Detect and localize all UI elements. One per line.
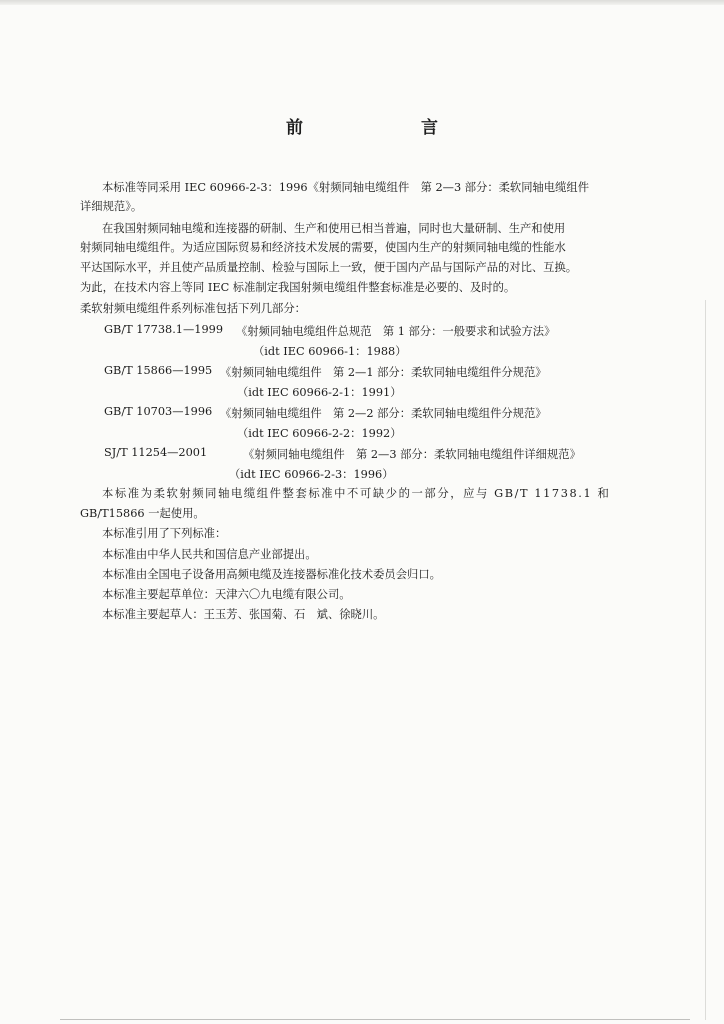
standard-code: GB/T 17738.1—1999 bbox=[104, 323, 224, 336]
closing-line: 本标准主要起草单位：天津六〇九电缆有限公司。 bbox=[102, 588, 351, 601]
para2-line4: 为此，在技术内容上等同 IEC 标准制定我国射频电缆组件整套标准是必要的、及时的。 bbox=[80, 281, 516, 294]
standard-title: 《射频同轴电缆组件 第 2—2 部分：柔软同轴电缆组件分规范》 bbox=[220, 407, 547, 420]
para2-line2: 射频同轴电缆组件。为适应国际贸易和经济技术发展的需要，使国内生产的射频同轴电缆的性能水 bbox=[80, 241, 566, 254]
standard-code: GB/T 10703—1996 bbox=[104, 405, 213, 418]
standard-title: 《射频同轴电缆组件 第 2—1 部分：柔软同轴电缆组件分规范》 bbox=[220, 366, 547, 379]
scan-edge-bottom bbox=[60, 1019, 690, 1020]
standard-idt: （idt IEC 60966-2-3：1996） bbox=[229, 468, 394, 481]
para3-line2: GB/T15866 一起使用。 bbox=[80, 507, 205, 520]
scan-edge-right bbox=[705, 300, 706, 1020]
standard-code: SJ/T 11254—2001 bbox=[104, 446, 208, 459]
closing-line: 本标准由中华人民共和国信息产业部提出。 bbox=[102, 548, 317, 561]
standard-title: 《射频同轴电缆组件总规范 第 1 部分：一般要求和试验方法》 bbox=[236, 325, 556, 338]
standard-title: 《射频同轴电缆组件 第 2—3 部分：柔软同轴电缆组件详细规范》 bbox=[243, 448, 581, 461]
scan-edge-top bbox=[0, 0, 724, 5]
closing-line: 本标准由全国电子设备用高频电缆及连接器标准化技术委员会归口。 bbox=[102, 568, 441, 581]
para2-line1: 在我国射频同轴电缆和连接器的研制、生产和使用已相当普遍，同时也大量研制、生产和使用 bbox=[102, 222, 566, 235]
closing-line: 本标准引用了下列标准： bbox=[102, 527, 227, 540]
closing-line: 本标准主要起草人：王玉芳、张国菊、石 斌、徐晓川。 bbox=[102, 608, 385, 621]
standard-idt: （idt IEC 60966-2-1：1991） bbox=[237, 386, 402, 399]
standard-code: GB/T 15866—1995 bbox=[104, 364, 213, 377]
series-intro: 柔软射频电缆组件系列标准包括下列几部分： bbox=[80, 302, 306, 315]
para3-line1: 本标准为柔软射频同轴电缆组件整套标准中不可缺少的一部分，应与 GB/T 11738.1 和 bbox=[102, 487, 611, 500]
para1-line2: 详细规范》。 bbox=[80, 200, 143, 213]
para2-line3: 平达国际水平，并且使产品质量控制、检验与国际上一致，便于国内产品与国际产品的对比、互换。 bbox=[80, 261, 578, 274]
page-title: 前 言 bbox=[286, 118, 494, 138]
standard-idt: （idt IEC 60966-1：1988） bbox=[253, 345, 407, 358]
standard-idt: （idt IEC 60966-2-2：1992） bbox=[237, 427, 402, 440]
para1-line1: 本标准等同采用 IEC 60966-2-3：1996《射频同轴电缆组件 第 2—3 部分：柔软同轴电缆组件 bbox=[102, 181, 589, 194]
